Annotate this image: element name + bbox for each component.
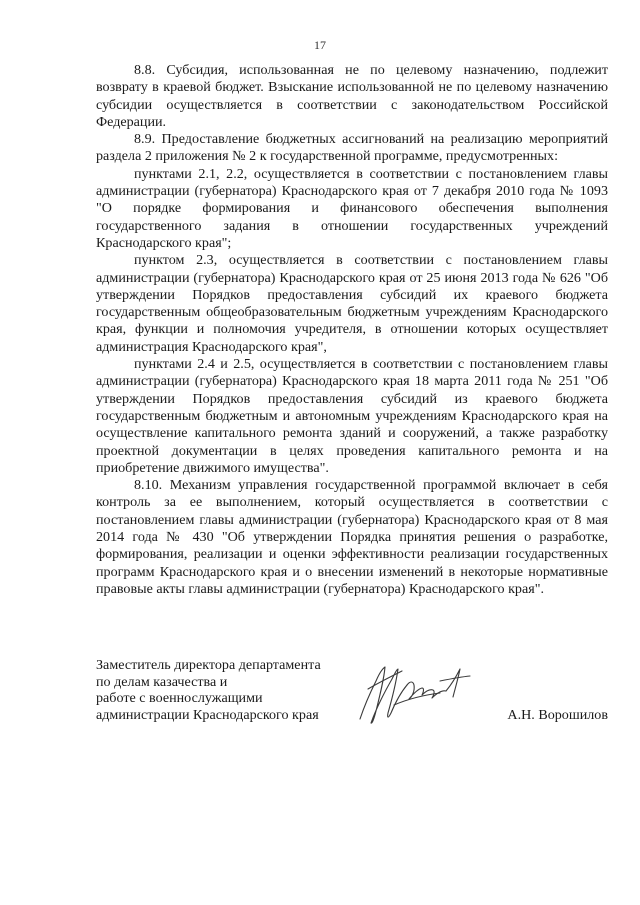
position-line: работе с военнослужащими <box>96 690 263 706</box>
document-body <box>96 62 608 598</box>
signer-position <box>96 657 356 723</box>
paragraph-8-8: 8.8. Субсидия, использованная не по целевому назначению, подлежит возврату в краевой бюджет. Взыскание использованной не по целевому назначению субсидии осуществляется в соответствии с законодательством Российской Федерации. <box>96 62 608 130</box>
signature-stroke <box>407 682 446 699</box>
signature-block <box>96 657 608 737</box>
signature-stroke <box>440 676 470 681</box>
position-line: администрации Краснодарского края <box>96 706 319 723</box>
signature-stroke <box>368 671 402 689</box>
paragraph-items-2-4-2-5: пунктами 2.4 и 2.5, осуществляется в соответствии с постановлением главы администрации (губернатора) Краснодарского края 18 марта 2011 года № 251 "Об утверждении Порядков предоставления субсидий из краевого бюджета государственным бюджетным и автономным учреждениям Краснодарского края на осуществление капитального ремонта зданий и сооружений, а также разработку проектной документации в целях проведения капитального ремонта и на приобретение движимого имущества". <box>96 356 608 476</box>
handwritten-signature <box>354 659 474 727</box>
paragraph-items-2-1-2-2: пунктами 2.1, 2.2, осуществляется в соответствии с постановлением главы администрации (губернатора) Краснодарского края от 7 декабря 2010 года № 1093 "О порядке формирования и финансового обеспечения выполнения государственного задания в отношении государственных учреждений Краснодарского края"; <box>96 165 608 251</box>
position-line: Заместитель директора департамента <box>96 657 321 673</box>
signature-stroke <box>360 667 407 723</box>
paragraph-8-9: 8.9. Предоставление бюджетных ассигнований на реализацию мероприятий раздела 2 приложения № 2 к государственной программе, предусмотренных: <box>96 131 608 165</box>
paragraph-8-10: 8.10. Механизм управления государственной программой включает в себя контроль за ее выполнением, который осуществляется в соответствии с постановлением главы администрации (губернатора) Краснодарского края от 8 мая 2014 года № 430 "Об утверждении Порядка принятия решения о разработке, формирования, реализации и оценки эффективности реализации государственных программ Краснодарского края и о внесении изменений в некоторые нормативные правовые акты главы администрации (губернатора) Краснодарского края". <box>96 477 608 597</box>
signer-name: А.Н. Ворошилов <box>507 706 608 723</box>
paragraph-item-2-3: пунктом 2.3, осуществляется в соответствии с постановлением главы администрации (губернатора) Краснодарского края от 25 июня 2013 года № 626 "Об утверждении Порядков предоставления субсидий их краевого бюджета государственным общеобразовательным бюджетным учреждениям Краснодарского края, функции и полномочия учредителя, в отношении которых осуществляет администрация Краснодарского края", <box>96 252 608 355</box>
signature-stroke <box>446 669 460 697</box>
position-line: по делам казачества и <box>96 673 228 690</box>
page-number: 17 <box>314 38 326 52</box>
